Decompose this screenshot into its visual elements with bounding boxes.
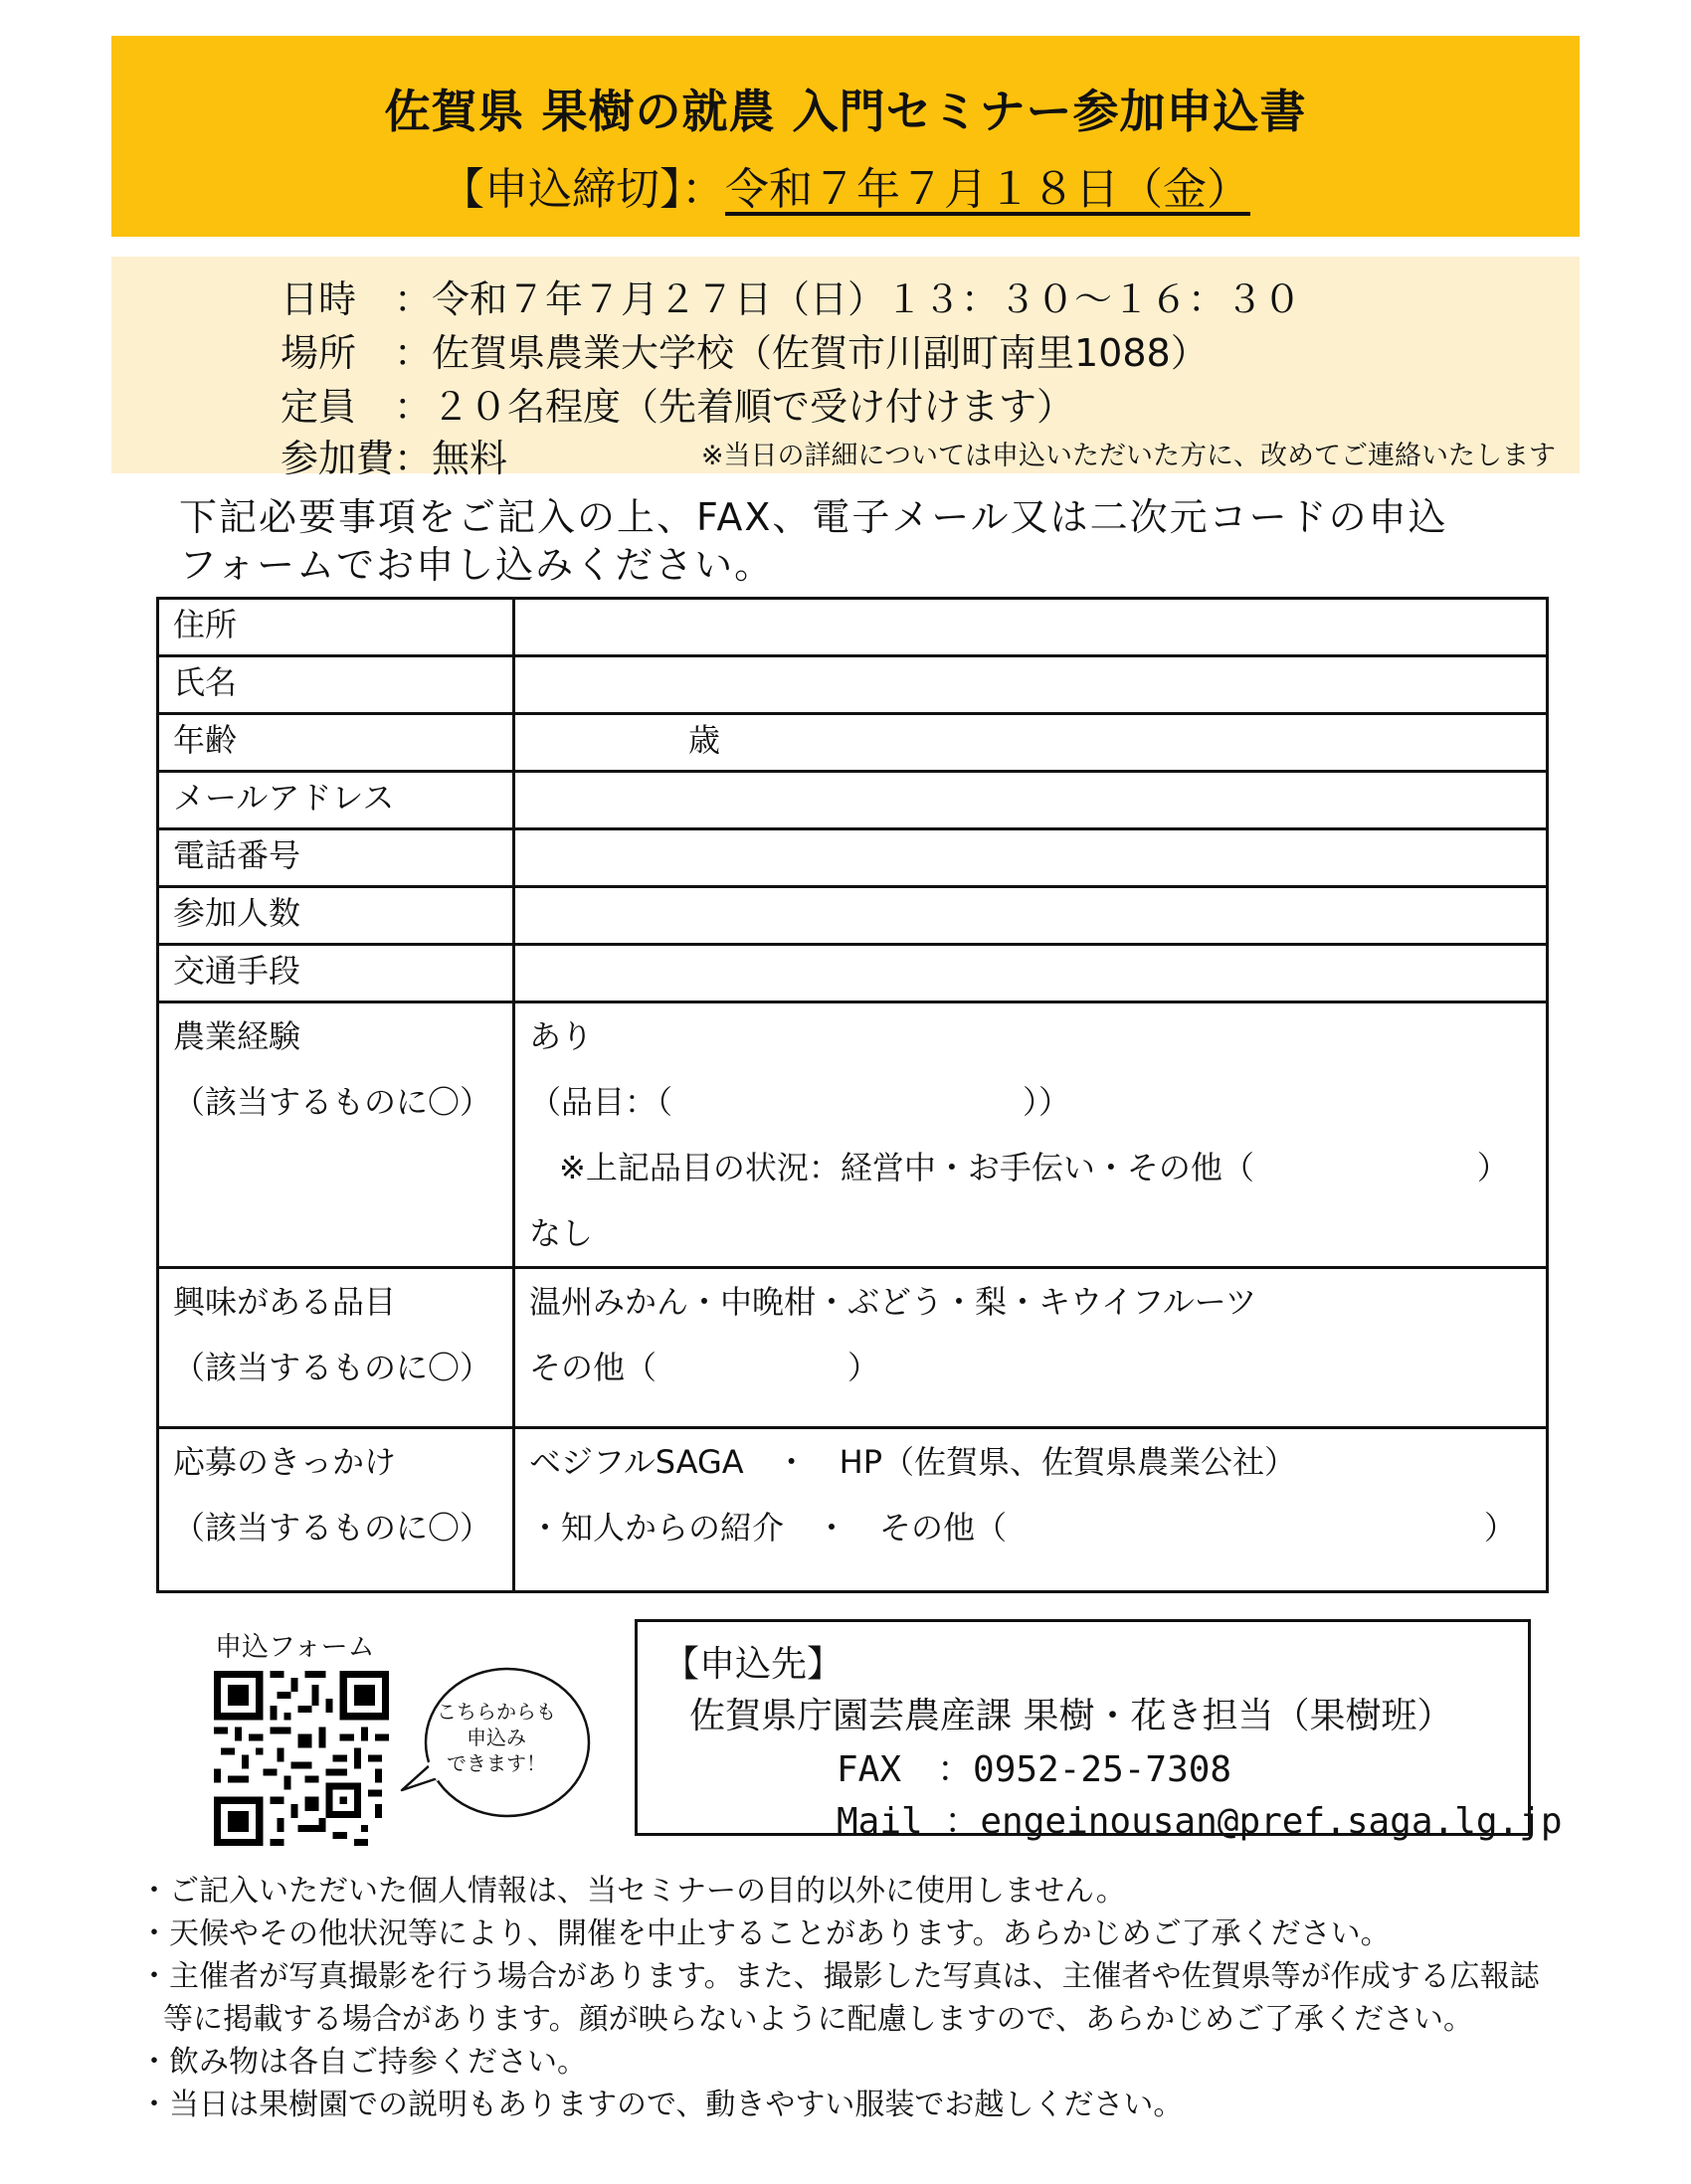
trigger-sub: （該当するものに〇） (173, 1509, 492, 1547)
email-label: メールアドレス (158, 772, 514, 829)
interest-label: 興味がある品目 (173, 1283, 397, 1321)
participants-label: 参加人数 (158, 887, 514, 945)
transport-label: 交通手段 (158, 945, 514, 1002)
form-row-phone (158, 829, 1548, 887)
experience-field[interactable] (514, 1002, 1548, 1268)
qr-code[interactable] (214, 1671, 389, 1846)
notes (139, 1870, 1572, 2126)
form-row-address (158, 599, 1548, 656)
form-row-trigger (158, 1428, 1548, 1592)
experience-label: 農業経験 (173, 1017, 301, 1055)
name-field[interactable] (514, 656, 1548, 714)
age-field[interactable] (514, 714, 1548, 772)
instructions-line-2: フォームでお申し込みください。 (179, 543, 775, 587)
note-3b: 等に掲載する場合があります。顔が映らないように配慮しますので、あらかじめご了承ください。 (163, 2002, 1473, 2037)
event-info (111, 257, 1580, 480)
age-unit: 歳 (688, 721, 721, 759)
experience-option-no[interactable]: なし (529, 1214, 594, 1252)
note-4: ・飲み物は各自ご持参ください。 (139, 2045, 587, 2080)
experience-option-yes[interactable]: あり (529, 1017, 594, 1055)
info-datetime: 日時 ：令和７年７月２７日（日）１３：３０～１６：３０ (281, 277, 1302, 321)
experience-label-cell (158, 1002, 514, 1268)
title-banner (111, 36, 1580, 237)
trigger-label-cell (158, 1428, 514, 1592)
contact-fax: FAX ：0952-25-7308 (837, 1749, 1232, 1790)
info-capacity: 定員 ：２０名程度（先着順で受け付けます） (281, 385, 1075, 429)
contact-box (635, 1619, 1563, 1842)
contact-title: 【申込先】 (663, 1644, 844, 1685)
info-note: ※当日の詳細については申込いただいた方に、改めてご連絡いたします (700, 441, 1556, 471)
info-fee: 参加費：無料 (281, 437, 508, 480)
form-row-age (158, 714, 1548, 772)
participants-field[interactable] (514, 887, 1548, 945)
bubble-line-2: 申込み (467, 1726, 526, 1749)
name-label: 氏名 (158, 656, 514, 714)
address-field[interactable] (514, 599, 1548, 656)
form-row-interest (158, 1268, 1548, 1428)
trigger-field[interactable] (514, 1428, 1548, 1592)
qr-label: 申込フォーム (215, 1632, 375, 1663)
phone-label: 電話番号 (158, 829, 514, 887)
note-1: ・ご記入いただいた個人情報は、当セミナーの目的以外に使用しません。 (139, 1874, 1126, 1909)
form-row-name (158, 656, 1548, 714)
experience-status[interactable]: ※上記品目の状況：経営中・お手伝い・その他（ ） (559, 1149, 1509, 1186)
transport-field[interactable] (514, 945, 1548, 1002)
form-row-participants (158, 887, 1548, 945)
trigger-other[interactable]: ・知人からの紹介 ・ その他（ ） (529, 1509, 1517, 1547)
contact-department: 佐賀県庁園芸農産課 果樹・花き担当（果樹班） (689, 1696, 1453, 1736)
note-3a: ・主催者が写真撮影を行う場合があります。また、撮影した写真は、主催者や佐賀県等が作成する広報誌 (139, 1959, 1540, 1994)
note-5: ・当日は果樹園での説明もありますので、動きやすい服装でお越しください。 (139, 2088, 1184, 2122)
interest-field[interactable] (514, 1268, 1548, 1428)
contact-mail[interactable]: Mail ：engeinousan@pref.saga.lg.jp (837, 1801, 1563, 1842)
interest-other[interactable]: その他（ ） (529, 1349, 880, 1386)
instructions-line-1: 下記必要事項をご記入の上、FAX、電子メール又は二次元コードの申込 (179, 495, 1448, 539)
address-label: 住所 (158, 599, 514, 656)
deadline-label: 【申込締切】： (441, 164, 725, 215)
form-row-email (158, 772, 1548, 829)
interest-label-cell (158, 1268, 514, 1428)
bubble-line-3: できます！ (447, 1751, 546, 1775)
trigger-options[interactable]: ベジフルSAGA ・ HP（佐賀県、佐賀県農業公社） (529, 1443, 1297, 1481)
experience-item[interactable]: （品目：（ ）） (529, 1083, 1071, 1121)
info-place: 場所 ：佐賀県農業大学校（佐賀市川副町南里1088） (281, 331, 1209, 375)
qr-bubble-text (413, 1699, 580, 1776)
form-row-transport (158, 945, 1548, 1002)
interest-options[interactable]: 温州みかん・中晩柑・ぶどう・梨・キウイフルーツ (529, 1283, 1257, 1321)
phone-field[interactable] (514, 829, 1548, 887)
note-2: ・天候やその他状況等により、開催を中止することがあります。あらかじめご了承ください。 (139, 1916, 1391, 1951)
interest-sub: （該当するものに〇） (173, 1349, 492, 1386)
form-row-experience (158, 1002, 1548, 1268)
deadline-value: 令和７年７月１８日（金） (725, 164, 1250, 215)
experience-sub: （該当するものに〇） (173, 1083, 492, 1121)
bubble-line-1: こちらからも (437, 1700, 556, 1724)
page-title: 佐賀県 果樹の就農 入門セミナー参加申込書 (384, 85, 1307, 138)
instructions (179, 493, 1552, 589)
application-form (156, 597, 1549, 1593)
deadline (111, 153, 1580, 217)
age-label: 年齢 (158, 714, 514, 772)
trigger-label: 応募のきっかけ (173, 1443, 397, 1481)
email-field[interactable] (514, 772, 1548, 829)
